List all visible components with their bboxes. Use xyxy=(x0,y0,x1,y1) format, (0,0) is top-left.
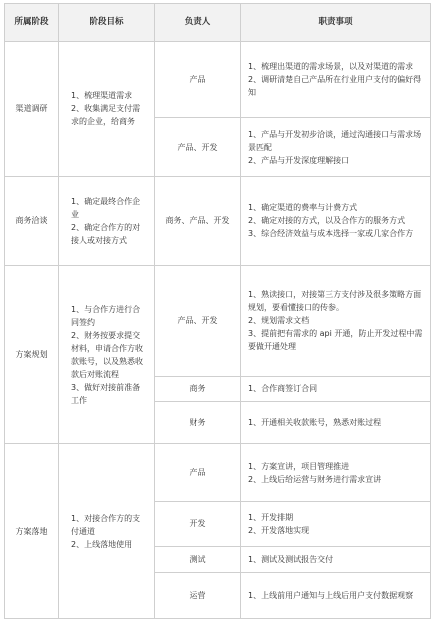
duty-line: 3、提前把有需求的 api 开通，防止开发过程中需要做开通处理 xyxy=(248,329,423,352)
duty-cell xyxy=(241,118,431,176)
owner-cell: 商务 xyxy=(155,376,241,401)
goal-line: 1、确定最终合作企业 xyxy=(71,196,141,219)
owner-cell: 产品、开发 xyxy=(155,118,241,176)
duty-cell xyxy=(241,401,431,443)
owner-cell: 产品 xyxy=(155,444,241,502)
duty-line: 1、上线前用户通知与上线后用户支付数据观察 xyxy=(248,590,414,600)
goal-line: 3、做好对接前准备工作 xyxy=(71,382,141,405)
duty-line: 1、确定渠道的费率与计费方式 xyxy=(248,203,358,213)
duty-line: 1、方案宣讲，项目管理推进 xyxy=(248,461,350,471)
duty-line: 2、规划需求文档 xyxy=(248,316,310,326)
duty-cell xyxy=(241,546,431,572)
goal-cell xyxy=(59,266,155,444)
header-goal: 阶段目标 xyxy=(59,4,155,42)
owner-cell: 测试 xyxy=(155,546,241,572)
owner-cell: 产品 xyxy=(155,42,241,118)
duty-line: 2、确定对接的方式，以及合作方的服务方式 xyxy=(248,216,406,226)
duty-line: 1、测试及测试报告交付 xyxy=(248,554,334,564)
duty-line: 1、开发排期 xyxy=(248,512,294,522)
duty-line: 1、产品与开发初步洽谈，通过沟通接口与需求场景匹配 xyxy=(248,129,422,152)
duty-cell xyxy=(241,444,431,502)
goal-cell xyxy=(59,444,155,619)
owner-cell: 运营 xyxy=(155,572,241,618)
duty-cell xyxy=(241,266,431,377)
stage-cell: 商务洽谈 xyxy=(5,176,59,265)
duty-cell xyxy=(241,572,431,618)
duty-cell xyxy=(241,42,431,118)
duty-line: 2、产品与开发深度理解接口 xyxy=(248,155,350,165)
duty-line: 3、综合经济效益与成本选择一家或几家合作方 xyxy=(248,229,414,239)
duty-line: 1、梳理出渠道的需求场景，以及对渠道的需求 xyxy=(248,62,414,72)
owner-cell: 产品、开发 xyxy=(155,266,241,377)
duty-line: 1、开通相关收款账号，熟悉对账过程 xyxy=(248,417,382,427)
goal-line: 2、确定合作方的对接人或对接方式 xyxy=(71,222,141,245)
duty-cell xyxy=(241,376,431,401)
duty-line: 1、熟读接口，对接第三方支付涉及很多策略方面规划，要看懂接口的传参。 xyxy=(248,290,422,313)
owner-cell: 财务 xyxy=(155,401,241,443)
owner-cell: 开发 xyxy=(155,502,241,546)
table-row xyxy=(5,176,431,265)
duty-line: 1、合作商签订合同 xyxy=(248,384,318,394)
stage-cell: 渠道调研 xyxy=(5,42,59,177)
goal-line: 1、梳理渠道需求 xyxy=(71,91,133,101)
owner-cell: 商务、产品、开发 xyxy=(155,176,241,265)
header-duty: 职责事项 xyxy=(241,4,431,42)
goal-line: 2、财务按要求提交材料，申请合作方收款账号，以及熟悉收款后对账流程 xyxy=(71,330,143,379)
header-row xyxy=(5,4,431,42)
responsibility-table xyxy=(4,3,431,619)
goal-line: 2、上线落地使用 xyxy=(71,539,133,549)
duty-line: 2、开发落地实现 xyxy=(248,525,310,535)
stage-cell: 方案规划 xyxy=(5,266,59,444)
table-row xyxy=(5,42,431,118)
header-owner: 负责人 xyxy=(155,4,241,42)
goal-line: 1、对接合作方的支付通道 xyxy=(71,513,141,536)
duty-line: 2、调研清楚自己产品所在行业用户支付的偏好得知 xyxy=(248,75,422,98)
header-stage: 所属阶段 xyxy=(5,4,59,42)
stage-cell: 方案落地 xyxy=(5,444,59,619)
duty-line: 2、上线后给运营与财务进行需求宣讲 xyxy=(248,474,382,484)
goal-line: 2、收集满足支付需求的企业，给商务 xyxy=(71,104,141,127)
duty-cell xyxy=(241,176,431,265)
duty-cell xyxy=(241,502,431,546)
goal-line: 1、与合作方进行合同签约 xyxy=(71,304,141,327)
table-row xyxy=(5,444,431,502)
goal-cell xyxy=(59,176,155,265)
goal-cell xyxy=(59,42,155,177)
table-row xyxy=(5,266,431,377)
